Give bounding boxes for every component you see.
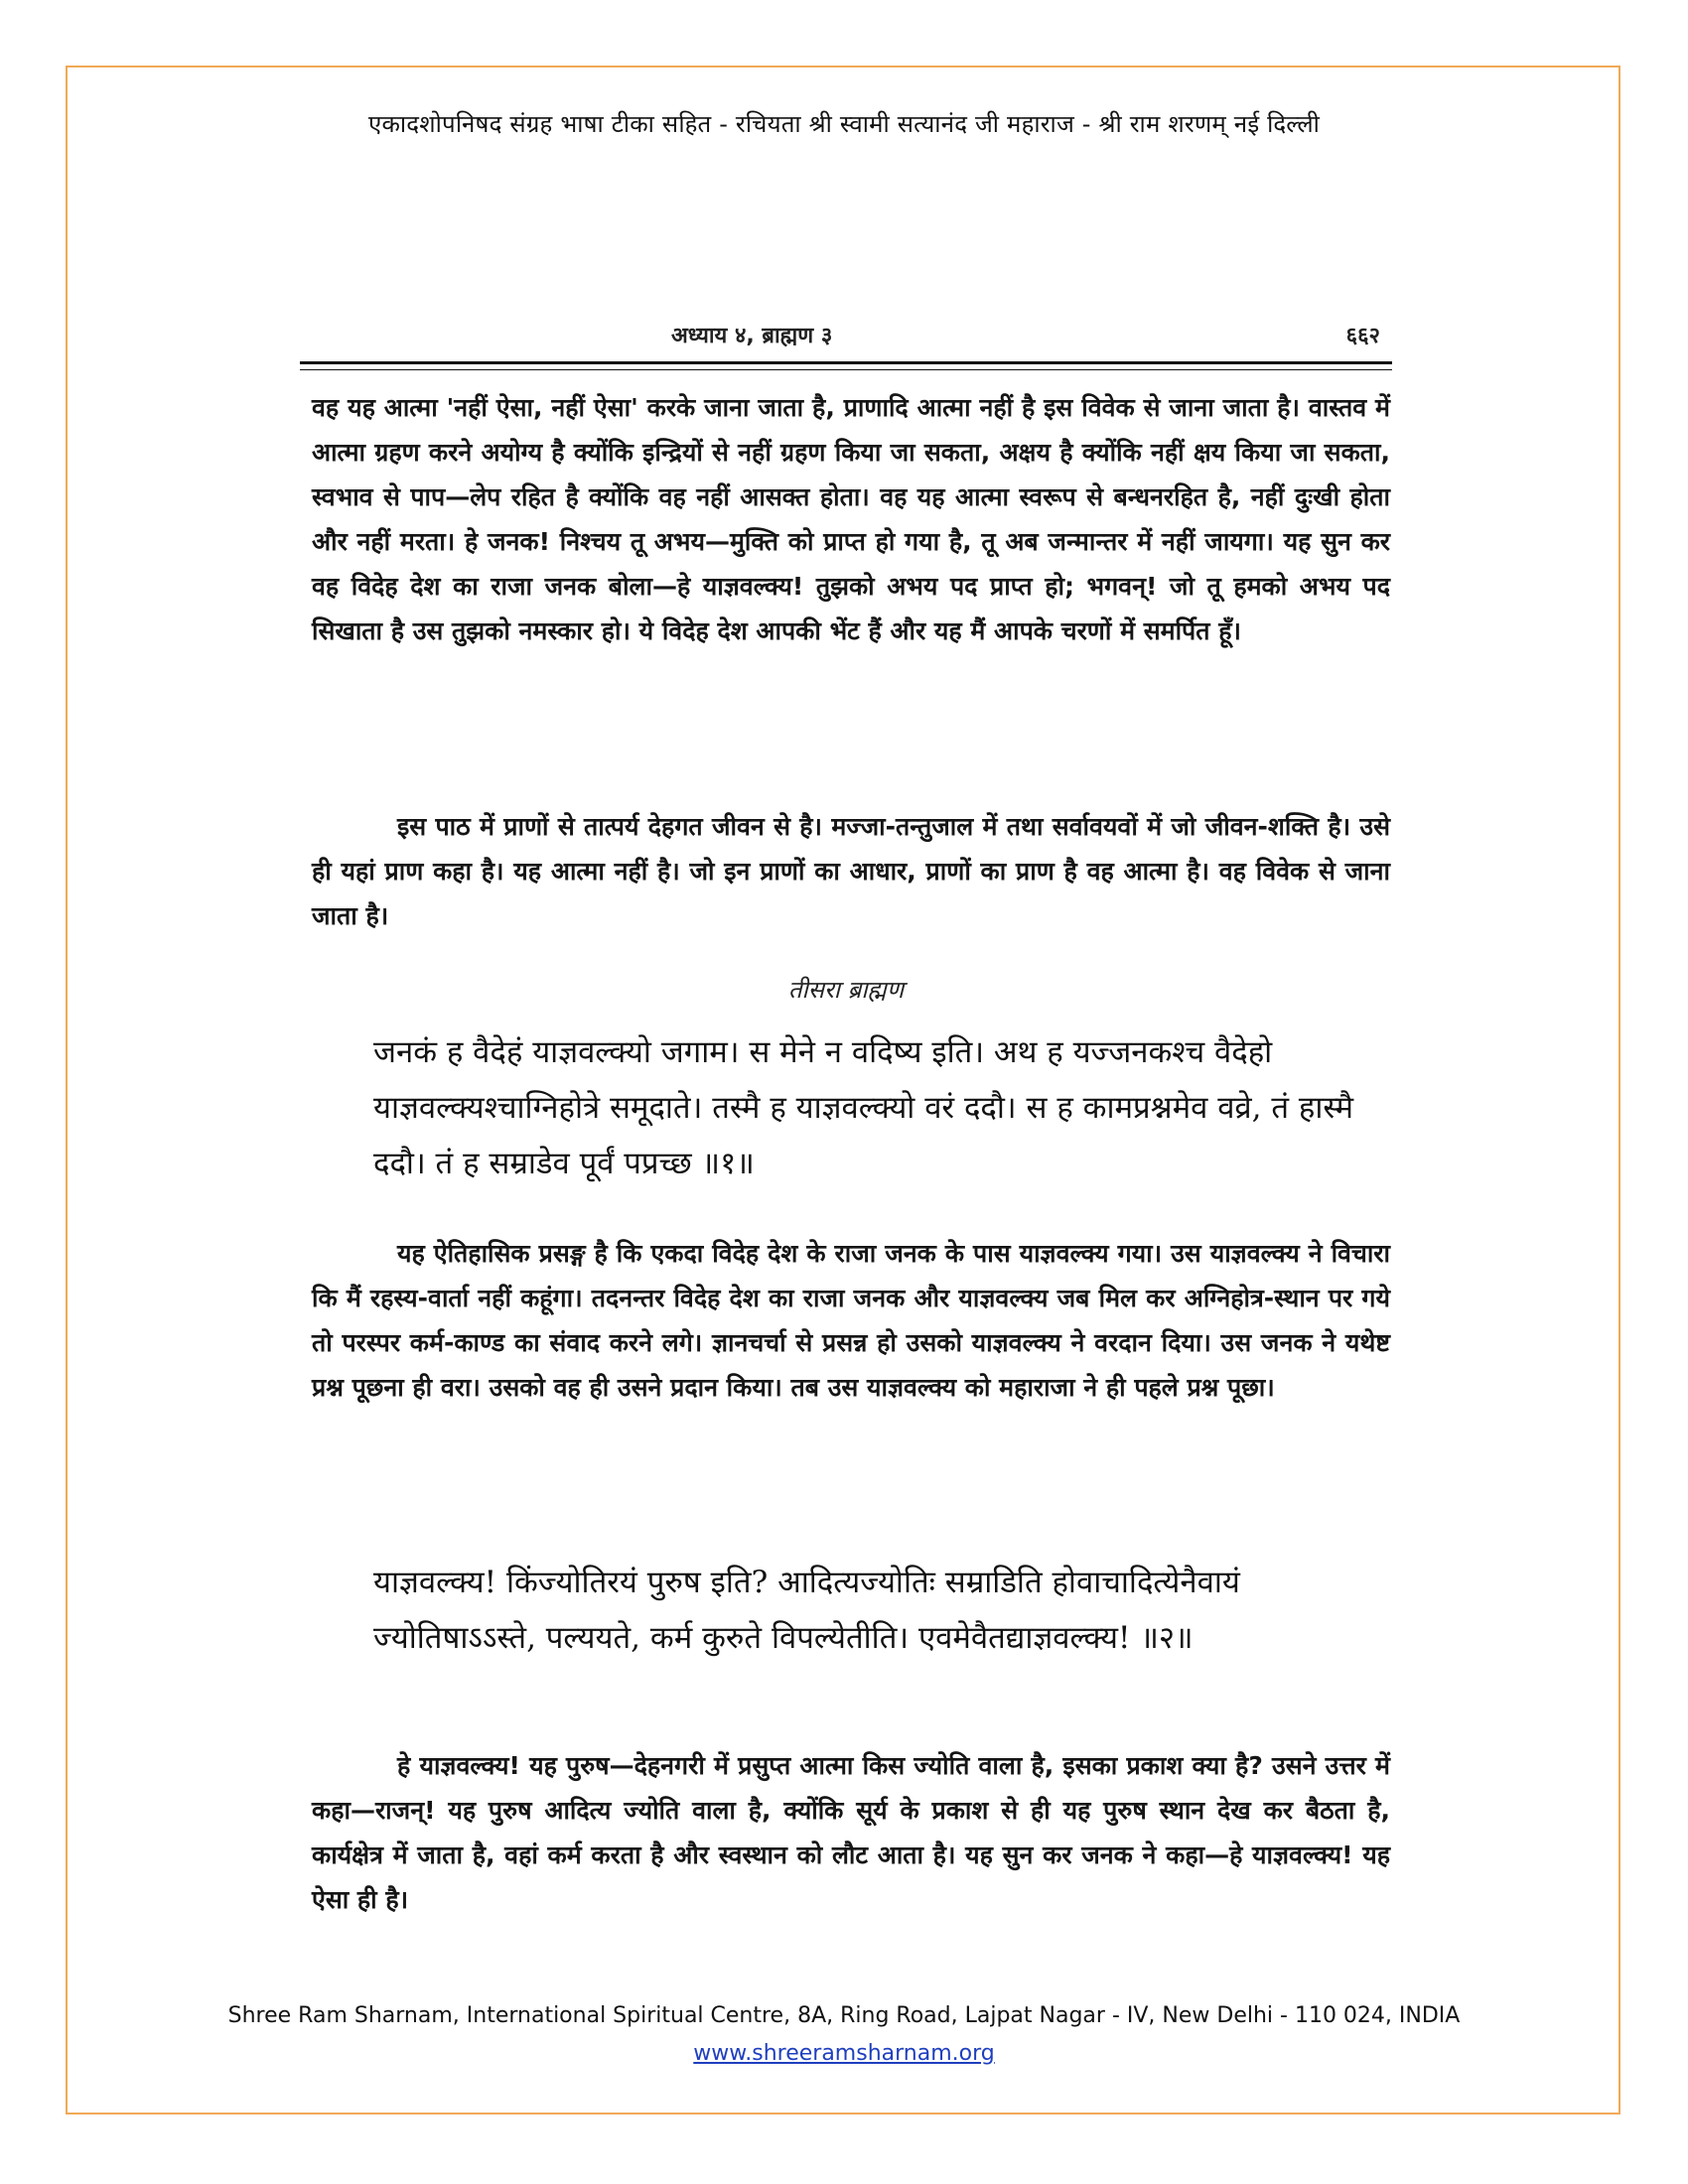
footer-address: Shree Ram Sharnam, International Spiritual Centre, 8A, Ring Road, Lajpat Nagar - IV, New Delhi - 110 024, INDIA (227, 2003, 1461, 2028)
paragraph-2: इस पाठ में प्राणों से तात्पर्य देहगत जीवन से है। मज्जा-तन्तुजाल में तथा सर्वावयवों में जो जीवन-शक्ति है। उसे ही यहां प्राण कहा है। यह आत्मा नहीं है। जो इन प्राणों का आधार, प्राणों का प्राण है वह आत्मा है। वह विवेक से जाना जाता है। (312, 812, 1390, 930)
paragraph-1: वह यह आत्मा 'नहीं ऐसा, नहीं ऐसा' करके जाना जाता है, प्राणादि आत्मा नहीं है इस विवेक से जाना जाता है। वास्तव में आत्मा ग्रहण करने अयोग्य है क्योंकि इन्द्रियों से नहीं ग्रहण किया जा सकता, अक्षय है क्योंकि नहीं क्षय किया जा सकता, स्वभाव से पाप—लेप रहित है क्योंकि वह नहीं आसक्त होता। वह यह आत्मा स्वरूप से बन्धनरहित है, नहीं दुःखी होता और नहीं मरता। हे जनक! निश्चय तू अभय—मुक्ति को प्राप्त हो गया है, तू अब जन्मान्तर में नहीं जायगा। यह सुन कर वह विदेह देश का राजा जनक बोला—हे याज्ञवल्क्य! तुझको अभय पद प्राप्त हो; भगवन्! जो तू हमको अभय पद सिखाता है उस तुझको नमस्कार हो। ये विदेह देश आपकी भेंट हैं और यह मैं आपके चरणों में समर्पित हूँ। (312, 393, 1390, 645)
scanned-page (294, 316, 1398, 1954)
verse-2: याज्ञवल्क्य! किंज्योतिरयं पुरुष इति? आदित्यज्योतिः सम्राडिति होवाचादित्येनैवायं ज्योतिषाऽऽस्ते, पल्ययते, कर्म कुरुते विपल्येतीति। एवमेवैतद्याज्ञवल्क्य! ॥२॥ (373, 1565, 1240, 1656)
paragraph-4: हे याज्ञवल्क्य! यह पुरुष—देहनगरी में प्रसुप्त आत्मा किस ज्योति वाला है, इसका प्रकाश क्या है? उसने उत्तर में कहा—राजन्! यह पुरुष आदित्य ज्योति वाला है, क्योंकि सूर्य के प्रकाश से ही यह पुरुष स्थान देख कर बैठता है, कार्यक्षेत्र में जाता है, वहां कर्म करता है और स्वस्थान को लौट आता है। यह सुन कर जनक ने कहा—हे याज्ञवल्क्य! यह ऐसा ही है। (312, 1751, 1390, 1914)
website-link[interactable]: www.shreeramsharnam.org (693, 2041, 995, 2066)
header-rule-thick (300, 361, 1392, 364)
chapter-heading: अध्याय ४, ब्राह्मण ३ (671, 324, 833, 348)
paragraph-3: यह ऐतिहासिक प्रसङ्ग है कि एकदा विदेह देश के राजा जनक के पास याज्ञवल्क्य गया। उस याज्ञवल्क्य ने विचारा कि मैं रहस्य-वार्ता नहीं कहूंगा। तदनन्तर विदेह देश का राजा जनक और याज्ञवल्क्य जब मिल कर अग्निहोत्र-स्थान पर गये तो परस्पर कर्म-काण्ड का संवाद करने लगे। ज्ञानचर्चा से प्रसन्न हो उसको याज्ञवल्क्य ने वरदान दिया। उस जनक ने यथेष्ट प्रश्न पूछना ही वरा। उसको वह ही उसने प्रदान किया। तब उस याज्ञवल्क्य को महाराजा ने ही पहले प्रश्न पूछा। (312, 1239, 1390, 1402)
running-header: एकादशोपनिषद संग्रह भाषा टीका सहित - रचियता श्री स्वामी सत्यानंद जी महाराज - श्री राम शरणम् नई दिल्ली (367, 110, 1321, 138)
scan-page-head (294, 316, 1398, 355)
header-rule-thin (300, 369, 1392, 370)
page-number: ६६२ (1345, 324, 1380, 348)
section-title: तीसरा ब्राह्मण (787, 976, 905, 1004)
verse-1: जनकं ह वैदेहं याज्ञवल्क्यो जगाम। स मेने न वदिष्य इति। अथ ह यज्जनकश्च वैदेहो याज्ञवल्क्यश्चाग्निहोत्रे समूदाते। तस्मै ह याज्ञवल्क्यो वरं ददौ। स ह कामप्रश्नमेव वव्रे, तं हास्मै ददौ। तं ह सम्राडेव पूर्वं पप्रच्छ ॥१॥ (373, 1034, 1353, 1181)
